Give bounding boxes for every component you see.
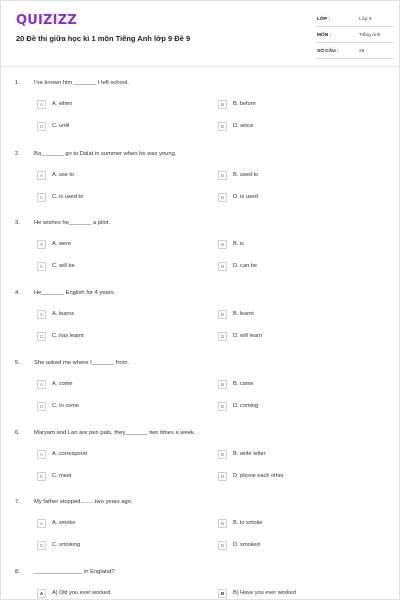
option-text: C. is used to [52, 194, 84, 200]
option-a[interactable] [37, 379, 73, 389]
option-text: D. can be [233, 263, 257, 269]
option-a[interactable] [37, 239, 71, 249]
question-text: _______________ in England? [34, 569, 115, 575]
meta-panel [317, 13, 393, 59]
option-letter-box: B [218, 310, 227, 319]
option-c[interactable] [37, 192, 83, 202]
option-letter-box: C [37, 193, 46, 202]
meta-value: Lớp 9 [359, 17, 372, 22]
header-divider [1, 66, 400, 67]
option-text: A. learns [52, 311, 75, 317]
option-d[interactable] [218, 121, 253, 131]
option-text: A. come [52, 381, 73, 387]
option-text: B. write letter [233, 451, 266, 457]
quizizz-logo: QUIZIZZ [16, 13, 77, 28]
option-letter-box: B [218, 100, 227, 109]
option-letter-box: D [218, 122, 227, 131]
question-number: 5. [15, 360, 20, 366]
option-d[interactable] [218, 401, 258, 411]
option-text: D. since [233, 123, 254, 129]
option-letter-box: C [37, 402, 46, 411]
option-letter-box: B [218, 589, 227, 598]
option-text: D. coming [233, 403, 259, 409]
option-text: B. to smoke [233, 520, 263, 526]
question-number: 1. [15, 80, 20, 86]
option-letter-box: A [37, 380, 46, 389]
option-b[interactable] [218, 170, 258, 180]
option-letter-box: C [37, 541, 46, 550]
option-text: A. were [52, 241, 71, 247]
question-4 [1, 290, 400, 360]
option-letter-box: C [37, 122, 46, 131]
question-text: Ba_______ go to Dalat in summer when he was young. [34, 151, 177, 157]
option-text: C. will be [52, 263, 75, 269]
option-text: C. until [52, 123, 70, 129]
option-letter-box: C [37, 332, 46, 341]
option-text: D. phone each other [233, 473, 284, 479]
question-2 [1, 151, 400, 221]
option-letter-box: D [218, 193, 227, 202]
question-number: 6. [15, 430, 20, 436]
option-b[interactable] [218, 518, 263, 528]
meta-value: 25 [359, 49, 365, 54]
question-text: My father stopped.........two years ago. [34, 499, 133, 505]
option-letter-box: A [37, 589, 46, 598]
option-letter-box: A [37, 171, 46, 180]
question-7 [1, 499, 400, 569]
question-6 [1, 430, 400, 500]
option-c[interactable] [37, 121, 69, 131]
option-c[interactable] [37, 540, 80, 550]
question-number: 3. [15, 220, 20, 226]
option-d[interactable] [218, 331, 262, 341]
question-text: He_______ English for 4 years. [34, 290, 116, 296]
option-c[interactable] [37, 471, 72, 481]
option-letter-box: D [218, 332, 227, 341]
option-a[interactable] [37, 99, 72, 109]
option-letter-box: A [37, 519, 46, 528]
option-text: A) Did you ever worked [52, 590, 111, 596]
option-letter-box: D [218, 472, 227, 481]
option-letter-box: D [218, 541, 227, 550]
document-title: 20 Đề thi giữa học kì 1 môn Tiếng Anh lớp 9 Đề 9 [16, 34, 191, 43]
option-text: B. learnt [233, 311, 254, 317]
option-text: B. before [233, 101, 256, 107]
option-letter-box: B [218, 380, 227, 389]
option-letter-box: B [218, 171, 227, 180]
option-text: A. smoke [52, 520, 76, 526]
option-d[interactable] [218, 261, 257, 271]
option-text: D. will learn [233, 333, 262, 339]
option-d[interactable] [218, 471, 284, 481]
question-text: She asked me where I_______ from. [34, 360, 130, 366]
question-number: 8. [15, 569, 20, 575]
option-letter-box: D [218, 402, 227, 411]
question-text: Maryam and Lan are pen pals, they_______ two times a week. [34, 430, 196, 436]
option-text: C. smoking [52, 542, 80, 548]
option-letter-box: B [218, 240, 227, 249]
option-a[interactable] [37, 309, 74, 319]
option-text: C. to come [52, 403, 80, 409]
option-a[interactable] [37, 170, 74, 180]
option-text: C. has learnt [52, 333, 84, 339]
option-text: A. correspond [52, 451, 87, 457]
question-number: 4. [15, 290, 20, 296]
question-3 [1, 220, 400, 290]
option-text: A. when [52, 101, 73, 107]
option-text: B) Have you ever worked [233, 590, 296, 596]
option-letter-box: A [37, 310, 46, 319]
question-5 [1, 360, 400, 430]
option-text: A. use to [52, 172, 75, 178]
option-a[interactable] [37, 518, 75, 528]
option-letter-box: D [218, 262, 227, 271]
option-text: D. smoked [233, 542, 260, 548]
option-letter-box: C [37, 262, 46, 271]
option-c[interactable] [37, 401, 79, 411]
option-a[interactable] [37, 588, 110, 598]
option-letter-box: B [218, 519, 227, 528]
option-text: B. came [233, 381, 254, 387]
question-1 [1, 80, 400, 150]
option-text: B. used to [233, 172, 259, 178]
option-letter-box: A [37, 100, 46, 109]
meta-label: SỐ CÂU : [317, 49, 339, 54]
meta-label: MÔN : [317, 33, 332, 38]
option-text: B. is [233, 241, 244, 247]
question-number: 2. [15, 151, 20, 157]
question-text: He wishes he_______ a pilot. [34, 220, 111, 226]
option-d[interactable] [218, 540, 260, 550]
question-number: 7. [15, 499, 20, 505]
option-letter-box: B [218, 450, 227, 459]
option-letter-box: C [37, 472, 46, 481]
option-b[interactable] [218, 99, 256, 109]
option-b[interactable] [218, 588, 296, 598]
option-text: D. is used [233, 194, 258, 200]
meta-row-count [317, 45, 393, 59]
option-b[interactable] [218, 309, 254, 319]
meta-row-subject [317, 29, 393, 43]
option-b[interactable] [218, 239, 244, 249]
meta-value: Tiếng Anh [359, 33, 381, 38]
option-c[interactable] [37, 261, 75, 271]
meta-label: LỚP : [317, 17, 331, 22]
option-c[interactable] [37, 331, 84, 341]
question-text: I've known him _______ I left school. [34, 80, 129, 86]
option-a[interactable] [37, 449, 87, 459]
meta-row-grade [317, 13, 393, 27]
option-b[interactable] [218, 379, 254, 389]
option-letter-box: A [37, 450, 46, 459]
question-8 [1, 569, 400, 600]
option-d[interactable] [218, 192, 258, 202]
option-letter-box: A [37, 240, 46, 249]
option-b[interactable] [218, 449, 266, 459]
option-text: C. meet [52, 473, 72, 479]
